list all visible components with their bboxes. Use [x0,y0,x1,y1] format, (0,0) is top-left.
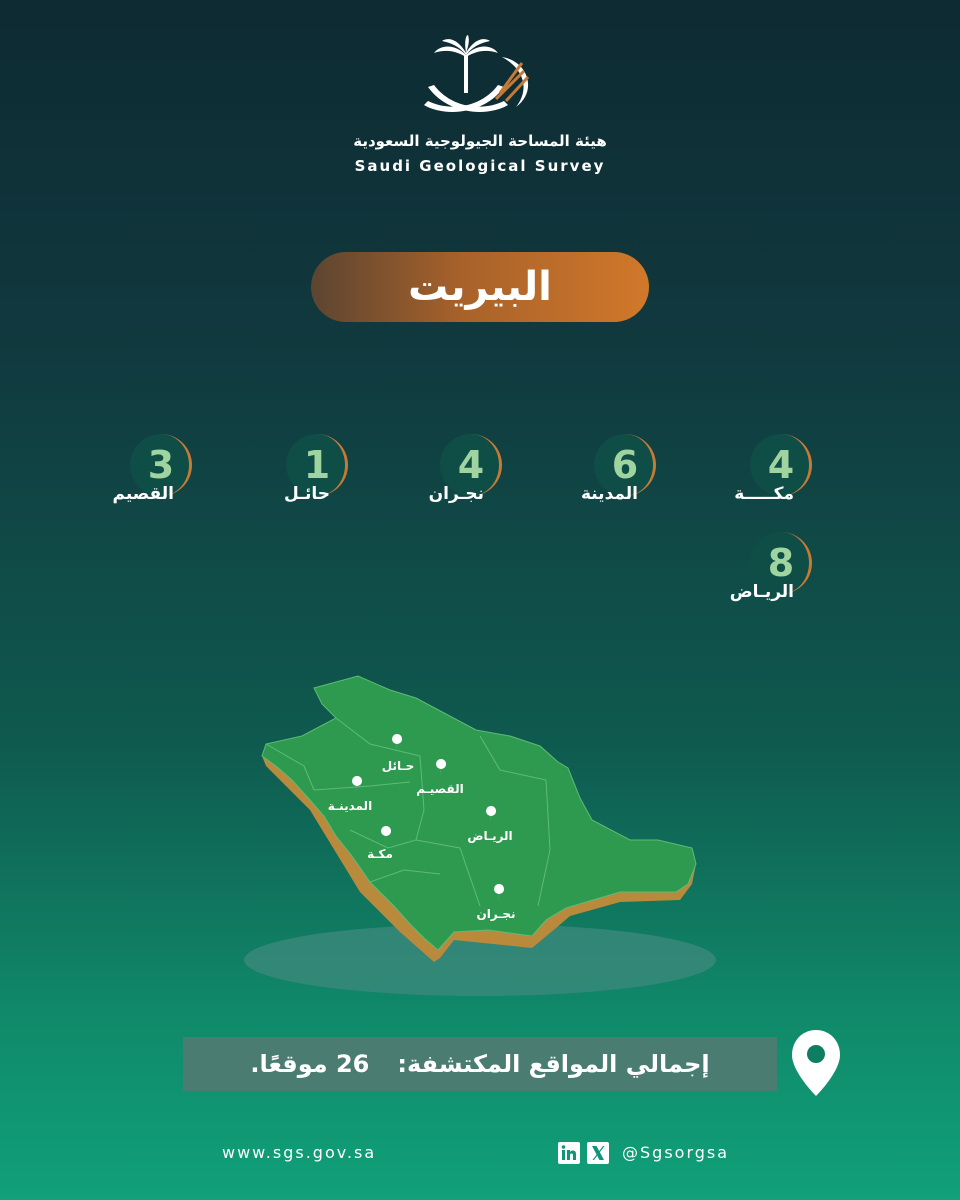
stat-hail [210,434,370,514]
marker-label: حـائل [381,759,415,773]
marker-label: مكـة [367,847,393,861]
stat-najran [364,434,524,514]
x-icon[interactable] [587,1142,609,1164]
marker-label: نجـران [476,907,516,921]
title-pill [311,252,649,322]
organization-name-english: Saudi Geological Survey [354,157,606,175]
stat-count: 6 [611,443,639,487]
stat-qassim [54,434,214,514]
total-sites-bar [183,1037,777,1091]
stat-count: 3 [147,443,175,487]
total-label: إجمالي المواقع المكتشفة: [397,1050,710,1078]
marker-label: القصيـم [416,782,464,796]
marker-label: المدينـة [327,799,373,813]
marker-label: الريـاض [467,829,513,843]
social-handle[interactable]: @Sgsorgsa [622,1143,730,1162]
stat-makkah [674,434,834,514]
stat-count: 4 [767,443,795,487]
saudi-map [240,670,720,1000]
location-pin-icon [790,1028,842,1098]
sgs-logo-icon [418,35,542,125]
stat-riyadh [674,532,834,612]
stat-region: حائـل [283,484,330,504]
stat-count: 1 [303,443,331,487]
page-title: البيريت [408,264,552,310]
stat-count: 4 [457,443,485,487]
stat-region: الريـاض [729,582,794,602]
stat-region: نجـران [428,484,484,504]
total-value: 26 موقعًا. [250,1050,370,1078]
organization-name-arabic: هيئة المساحة الجيولوجية السعودية [353,132,607,150]
stat-count: 8 [767,541,795,585]
website-link[interactable]: www.sgs.gov.sa [222,1143,377,1162]
stat-region: مكـــــة [734,484,794,504]
linkedin-icon[interactable] [558,1142,580,1164]
stat-region: المدينة [580,484,638,504]
stat-region: القصيم [112,484,174,504]
stat-madinah [518,434,678,514]
